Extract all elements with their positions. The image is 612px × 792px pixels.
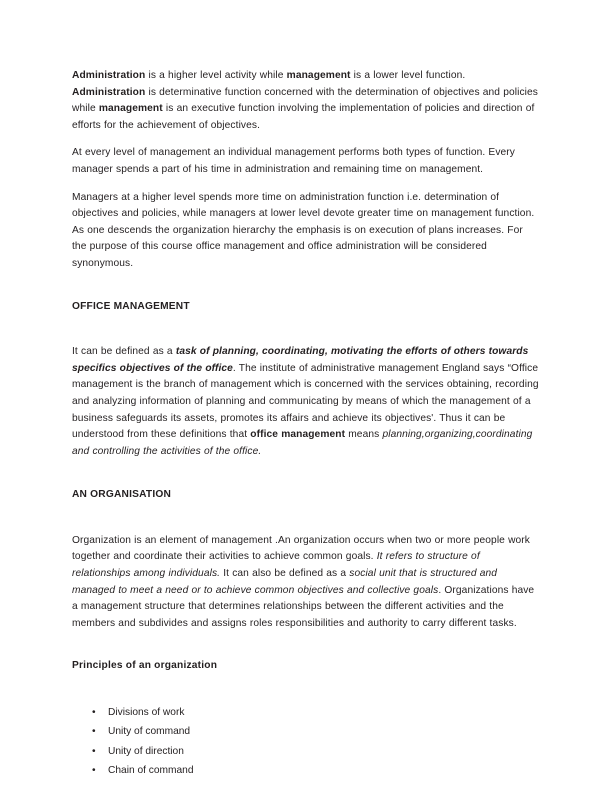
paragraph-5-text-1: Organization is an element of management .An organization occurs when two or more people work together and coordinate their activities to achieve common goals. (72, 534, 530, 563)
bold-term-administration-2: Administration (72, 86, 146, 98)
paragraph-1-text-1: is a higher level activity while (145, 70, 287, 81)
heading-an-organisation: AN ORGANISATION (72, 489, 172, 501)
bold-term-management-1: management (286, 70, 351, 81)
paragraph-5-text-3: . Organizations have a management structure that determines relationships between the different activities and the members and subdivides and assigns roles responsibilities and authority to carry different tasks. (72, 584, 535, 629)
paragraph-managers-higher-level: Managers at a higher level spends more time on administration function i.e. determination of objectives and policies, while managers at lower level devote greater time on management function. As one descends the organization hierarchy the emphasis is on execution of plans increases. For the purpose of this course office management and office administration will be considered synonymous. (72, 191, 535, 269)
bold-term-office-management: office management (250, 429, 346, 441)
italic-social-unit: social unit that is structured and managed to meet a need or to achieve common objectives and collective goals (72, 568, 498, 596)
paragraph-5-text-2: It can also be defined as a (220, 568, 350, 580)
spacer-below-an-organisation (72, 504, 540, 533)
bold-term-management-2: management (98, 103, 163, 115)
paragraph-1-text-2: is a lower level function. (350, 70, 466, 81)
paragraph-organization-definition (72, 533, 540, 633)
bullet-point-icon: • (92, 745, 96, 757)
paragraph-administration-vs-management (72, 68, 540, 134)
bold-term-administration-1: Administration (72, 70, 146, 81)
paragraph-4-text-2: . The institute of administrative management England says “Office management is the branch of management which is concerned with the services obtaining, recording and analyzing information of planning and communicating by means of which the management of a business safeguards its assets, promotes its affairs and achieve its objectives'. Thus it can be understood from these definitions that (72, 362, 539, 441)
bullet-point-icon: • (92, 726, 96, 738)
paragraph-4-text-1: It can be defined as a (72, 346, 176, 358)
document-body (72, 68, 540, 781)
italic-refers-to-structure: It refers to structure of relationships among individuals. (72, 551, 480, 580)
list-item (72, 762, 540, 780)
paragraph-office-management-definition (72, 344, 540, 460)
heading-office-management: OFFICE MANAGEMENT (72, 300, 190, 312)
list-item (72, 723, 540, 741)
spacer-above-principles (72, 632, 540, 658)
list-item-label: Chain of command (108, 765, 194, 777)
list-item (72, 743, 540, 761)
paragraph-4-text-3: means (345, 429, 383, 441)
list-item-label: Unity of direction (108, 745, 184, 757)
list-item (72, 704, 540, 722)
spacer-below-principles (72, 675, 540, 704)
paragraph-1-text-4: is an executive function involving the implementation of policies and direction of efforts for the achievement of objectives. (72, 103, 535, 131)
principles-bullet-list (72, 704, 540, 781)
italic-planning-organizing-phrase: planning,organizing,coordinating and controlling the activities of the office. (72, 429, 533, 457)
spacer-below-office-management (72, 315, 540, 344)
paragraph-every-level: At every level of management an individual management performs both types of function. Every manager spends a part of his time in administration and remaining time on management. (72, 147, 515, 175)
list-item-label: Unity of command (108, 726, 191, 738)
bullet-point-icon: • (92, 707, 96, 719)
heading-principles-of-an-organization: Principles of an organization (72, 660, 218, 672)
bullet-point-icon: • (92, 765, 96, 777)
paragraph-1-text-3: is determinative function concerned with the determination of objectives and policies while (72, 86, 539, 115)
bold-italic-task-of-planning: task of planning, coordinating, motivating the efforts of others towards specifics objectives of the office (72, 346, 529, 374)
spacer-above-office-management (72, 273, 540, 299)
list-item-label: Divisions of work (108, 707, 185, 719)
spacer-above-an-organisation (72, 460, 540, 487)
